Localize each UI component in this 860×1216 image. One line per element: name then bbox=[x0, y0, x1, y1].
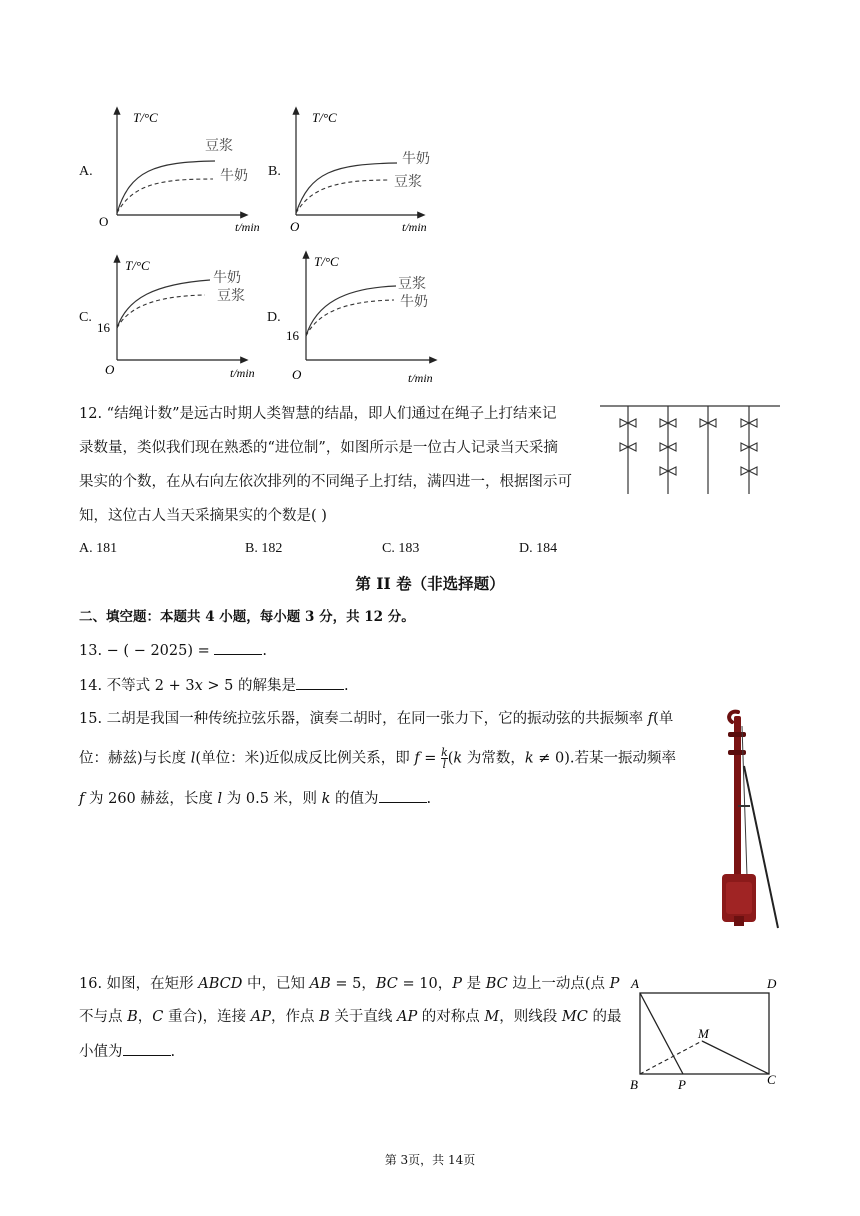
graph-c bbox=[95, 250, 275, 385]
option-c-label: C. bbox=[79, 310, 92, 325]
part2-header: 二、填空题：本题共 4 小题，每小题 3 分，共 12 分。 bbox=[79, 609, 415, 625]
point-p-label: P bbox=[678, 1077, 686, 1092]
var-f: f bbox=[414, 750, 420, 767]
option-b-label: B. bbox=[268, 164, 281, 179]
var-P: P bbox=[452, 976, 462, 992]
var-AB: AB bbox=[309, 976, 331, 992]
section-title: 第 II 卷（非选择题） bbox=[355, 574, 505, 593]
q16-line-2 bbox=[79, 1007, 621, 1027]
q12-line-4: 知，这位古人当天采摘果实的个数是( ) bbox=[79, 508, 327, 524]
start-label: 16 bbox=[286, 328, 299, 343]
var-P: P bbox=[609, 976, 620, 992]
answer-blank[interactable] bbox=[296, 675, 344, 690]
q15-text: 为 0.5 米，则 bbox=[222, 791, 322, 807]
var-k: k bbox=[321, 791, 331, 807]
q15-text: 为 260 赫兹，长度 bbox=[84, 791, 218, 807]
knot-rope-figure bbox=[598, 398, 784, 498]
var-f: f bbox=[79, 791, 85, 807]
var-BC: BC bbox=[485, 976, 508, 992]
question-14: 14. 不等式 2 + 3x > 5 的解集是 . bbox=[79, 675, 349, 696]
point-d-label: D bbox=[767, 976, 777, 991]
q16-text: 的最 bbox=[587, 1009, 622, 1025]
x-axis-label: t/min bbox=[230, 366, 255, 380]
origin-label: O bbox=[290, 219, 300, 234]
point-c-label: C bbox=[767, 1072, 776, 1087]
segment-ap bbox=[640, 993, 683, 1074]
q14-var: x bbox=[194, 678, 203, 694]
y-axis-label: T/°C bbox=[125, 258, 150, 273]
point-b-label: B bbox=[630, 1077, 638, 1092]
bottom-curve-label: 牛奶 bbox=[400, 294, 428, 310]
x-axis-label: t/min bbox=[402, 220, 427, 234]
var-C: C bbox=[152, 1009, 164, 1025]
var-k: k bbox=[524, 750, 534, 767]
solid-curve bbox=[296, 163, 397, 213]
question-13: 13. − ( − 2025) = . bbox=[79, 640, 267, 661]
erhu-illustration bbox=[700, 706, 784, 930]
bottom-curve-label: 豆浆 bbox=[217, 288, 245, 304]
segment-bm bbox=[640, 1041, 702, 1074]
q15-text: ≠ 0).若某一振动频率 bbox=[538, 750, 676, 767]
q12-option-d: D. 184 bbox=[519, 541, 558, 556]
q16-text: ， bbox=[137, 1009, 153, 1025]
answer-blank[interactable] bbox=[379, 788, 427, 803]
q16-text: 是 bbox=[461, 976, 486, 992]
q16-text: 重合)，连接 bbox=[163, 1009, 251, 1025]
answer-blank[interactable] bbox=[123, 1041, 171, 1056]
bottom-curve-label: 豆浆 bbox=[394, 174, 422, 190]
page-footer: 第 3页，共 14页 bbox=[384, 1153, 476, 1167]
q15-text: 的值为 bbox=[330, 791, 379, 807]
q16-line-1 bbox=[79, 974, 619, 994]
q15-text: (单 bbox=[653, 711, 674, 727]
var-BC: BC bbox=[375, 976, 398, 992]
var-f: f bbox=[647, 711, 654, 727]
q12-line-1: 12. “结绳计数”是远古时期人类智慧的结晶，即人们通过在绳子上打结来记 bbox=[79, 406, 557, 422]
rectangle-figure bbox=[626, 974, 784, 1094]
q16-text: ，则线段 bbox=[499, 1009, 562, 1025]
q16-text: ，作点 bbox=[270, 1009, 320, 1025]
q16-text: 中，已知 bbox=[242, 976, 310, 992]
q16-text: = 5， bbox=[330, 976, 376, 992]
q16-text: 的对称点 bbox=[417, 1009, 485, 1025]
q14-text-a: 14. 不等式 2 + 3 bbox=[79, 678, 195, 694]
var-ABCD: ABCD bbox=[198, 976, 243, 992]
q16-text: = 10， bbox=[397, 976, 453, 992]
var-AP: AP bbox=[250, 1009, 271, 1025]
q16-text: 不与点 bbox=[79, 1009, 128, 1025]
x-axis-label: t/min bbox=[408, 371, 433, 385]
var-B: B bbox=[127, 1009, 138, 1025]
var-B: B bbox=[319, 1009, 330, 1025]
start-label: 16 bbox=[97, 320, 110, 335]
point-m-label: M bbox=[698, 1026, 709, 1041]
q15-line-2: 位：赫兹)与长度 l(单位：米)近似成反比例关系，即 f = $\frac{k}{l}$ (k 为常数，k ≠ 0).若某一振动频率 bbox=[79, 746, 676, 771]
top-curve-label: 豆浆 bbox=[205, 138, 233, 154]
q12-option-b: B. 182 bbox=[245, 541, 283, 556]
graph-d bbox=[284, 248, 454, 386]
segment-mc bbox=[702, 1041, 769, 1074]
q12-option-a: A. 181 bbox=[79, 541, 118, 556]
answer-blank[interactable] bbox=[214, 640, 262, 655]
top-curve-label: 牛奶 bbox=[402, 151, 430, 167]
point-a-label: A bbox=[631, 976, 639, 991]
var-AP: AP bbox=[396, 1009, 418, 1025]
var-l: l bbox=[217, 791, 223, 807]
numerator-k: k bbox=[441, 746, 448, 759]
dashed-curve bbox=[306, 300, 394, 336]
origin-label: O bbox=[292, 367, 302, 382]
fraction-k-over-l bbox=[441, 747, 448, 770]
y-axis-label: T/°C bbox=[312, 110, 337, 125]
denominator-l: l bbox=[442, 758, 447, 771]
option-d-label: D. bbox=[267, 310, 281, 325]
x-axis-label: t/min bbox=[235, 220, 260, 234]
q12-line-3: 果实的个数，在从右向左依次排列的不同绳子上打结，满四进一，根据图示可 bbox=[79, 474, 572, 490]
q14-text-b: > 5 的解集是 bbox=[202, 678, 296, 694]
y-axis-label: T/°C bbox=[314, 254, 339, 269]
var-MC: MC bbox=[561, 1009, 588, 1025]
graph-a bbox=[95, 100, 275, 235]
q12-line-2: 录数量，类似我们现在熟悉的“进位制”，如图所示是一位古人记录当天采摘 bbox=[79, 440, 558, 456]
q15-line-1 bbox=[79, 709, 673, 729]
q16-text: 小值为 bbox=[79, 1044, 123, 1060]
top-curve-label: 牛奶 bbox=[213, 270, 241, 286]
q16-text: 16. 如图，在矩形 bbox=[79, 976, 199, 992]
q13-text: 13. − ( − 2025) = bbox=[79, 643, 215, 659]
y-axis-label: T/°C bbox=[133, 110, 158, 125]
origin-label: O bbox=[105, 362, 115, 377]
q15-text: 为常数， bbox=[466, 750, 525, 767]
q16-text: 关于直线 bbox=[329, 1009, 397, 1025]
top-curve-label: 豆浆 bbox=[398, 276, 426, 292]
graph-b bbox=[282, 100, 452, 235]
dashed-curve bbox=[296, 180, 390, 213]
var-l: l bbox=[190, 750, 196, 767]
option-a-label: A. bbox=[79, 164, 93, 179]
solid-curve bbox=[117, 280, 210, 328]
var-k: k bbox=[453, 750, 463, 767]
origin-label: O bbox=[99, 214, 109, 229]
q15-text: (单位：米)近似成反比例关系，即 bbox=[195, 750, 415, 767]
var-M: M bbox=[484, 1009, 500, 1025]
solid-curve bbox=[117, 161, 215, 213]
q12-option-c: C. 183 bbox=[382, 541, 420, 556]
dashed-curve bbox=[117, 295, 205, 328]
bottom-curve-label: 牛奶 bbox=[220, 168, 248, 184]
q16-text: 边上一动点(点 bbox=[507, 976, 610, 992]
q16-line-3: 小值为 . bbox=[79, 1041, 175, 1062]
solid-curve bbox=[306, 286, 396, 336]
q15-text: 位：赫兹)与长度 bbox=[79, 750, 191, 767]
q15-line-3: f 为 260 赫兹，长度 l 为 0.5 米，则 k 的值为 . bbox=[79, 788, 431, 809]
q15-text: 15. 二胡是我国一种传统拉弦乐器，演奏二胡时，在同一张力下，它的振动弦的共振频率 bbox=[79, 711, 648, 727]
